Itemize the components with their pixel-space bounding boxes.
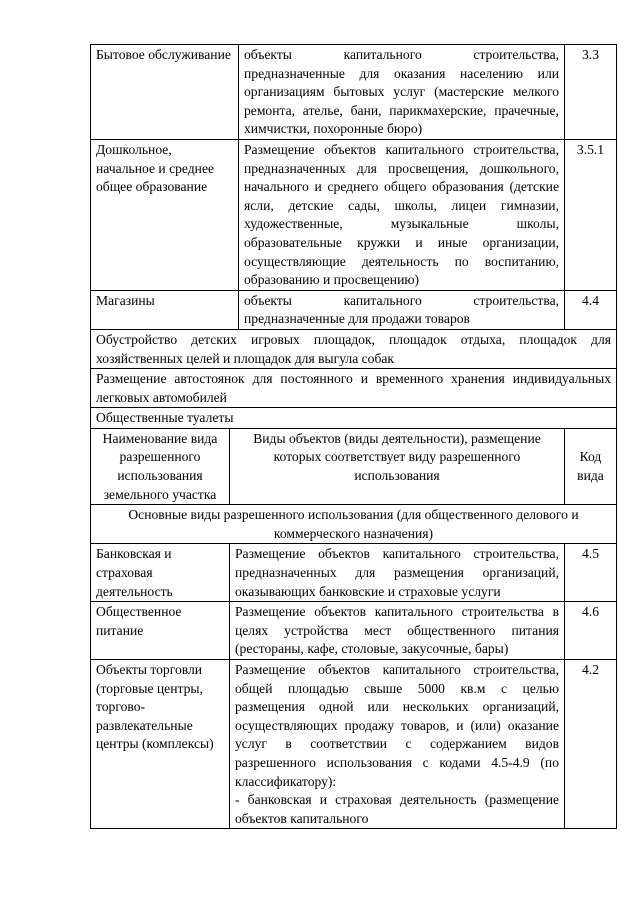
use-description-cell: объекты капитального строительства, предназначенные для оказания населению или организациям бытовых услуг (мастерские мелкого ремонта, ателье, бани, парикмахерские, прачечные, химчистки, похоронные бюро)	[239, 45, 565, 140]
header-use-name: Наименование вида разрешенного использования земельного участка	[91, 428, 230, 504]
use-description-cell: Размещение объектов капитального строительства, предназначенных для размещения организаций, оказывающих банковские и страховые услуги	[230, 544, 565, 602]
use-code-cell: 4.4	[565, 290, 617, 329]
section-title: Основные виды разрешенного использования (для общественного делового и коммерческого назначения)	[91, 505, 617, 544]
use-code-cell: 4.2	[565, 660, 617, 829]
use-name-cell: Дошкольное, начальное и среднее общее образование	[91, 139, 239, 290]
use-name-cell: Бытовое обслуживание	[91, 45, 239, 140]
use-description-cell: объекты капитального строительства, предназначенные для продажи товаров	[239, 290, 565, 329]
table-row	[91, 660, 617, 829]
full-width-cell: Общественные туалеты	[91, 408, 617, 429]
land-use-table-bottom	[90, 428, 617, 829]
header-code: Код вида	[565, 428, 617, 504]
table-row	[91, 290, 617, 329]
table-row	[91, 544, 617, 602]
land-use-table-top	[90, 44, 617, 429]
use-name-cell: Магазины	[91, 290, 239, 329]
use-code-cell: 4.6	[565, 602, 617, 660]
use-description-cell: Размещение объектов капитального строительства в целях устройства мест общественного питания (рестораны, кафе, столовые, закусочные, бары)	[230, 602, 565, 660]
full-width-cell: Размещение автостоянок для постоянного и временного хранения индивидуальных легковых автомобилей	[91, 369, 617, 408]
use-description-text: Размещение объектов капитального строительства, общей площадью свыше 5000 кв.м с целью размещения одной или нескольких организаций, осуществляющих продажу товаров, и (или) оказание услуг в соответствии с содержанием видов разрешенного использования с кодами 4.5-4.9 (по классификатору):	[235, 662, 559, 789]
document-page	[90, 44, 616, 829]
use-description-cell: Размещение объектов капитального строительства, предназначенных для просвещения, дошкольного, начального и среднего общего образования (детские ясли, детские сады, школы, лицеи гимназии, художественные, музыкальные школы, образовательные кружки и иные организации, осуществляющие деятельность по воспитанию, образованию и просвещению)	[239, 139, 565, 290]
use-name-cell: Общественное питание	[91, 602, 230, 660]
table-row	[91, 602, 617, 660]
section-title-row	[91, 505, 617, 544]
full-width-cell: Обустройство детских игровых площадок, площадок отдыха, площадок для хозяйственных целей и площадок для выгула собак	[91, 329, 617, 368]
use-description-cell	[230, 660, 565, 829]
table-row	[91, 45, 617, 140]
table-row	[91, 329, 617, 368]
table-header-row	[91, 428, 617, 504]
use-name-cell: Банковская и страховая деятельность	[91, 544, 230, 602]
table-row	[91, 139, 617, 290]
header-objects: Виды объектов (виды деятельности), размещение которых соответствует виду разрешенного использования	[230, 428, 565, 504]
table-row	[91, 408, 617, 429]
use-code-cell: 3.5.1	[565, 139, 617, 290]
table-row	[91, 369, 617, 408]
use-name-cell: Объекты торговли (торговые центры, торгово-развлекательные центры (комплексы)	[91, 660, 230, 829]
use-code-cell: 3.3	[565, 45, 617, 140]
use-description-continuation: - банковская и страховая деятельность (размещение объектов капитального	[235, 792, 559, 826]
use-code-cell: 4.5	[565, 544, 617, 602]
